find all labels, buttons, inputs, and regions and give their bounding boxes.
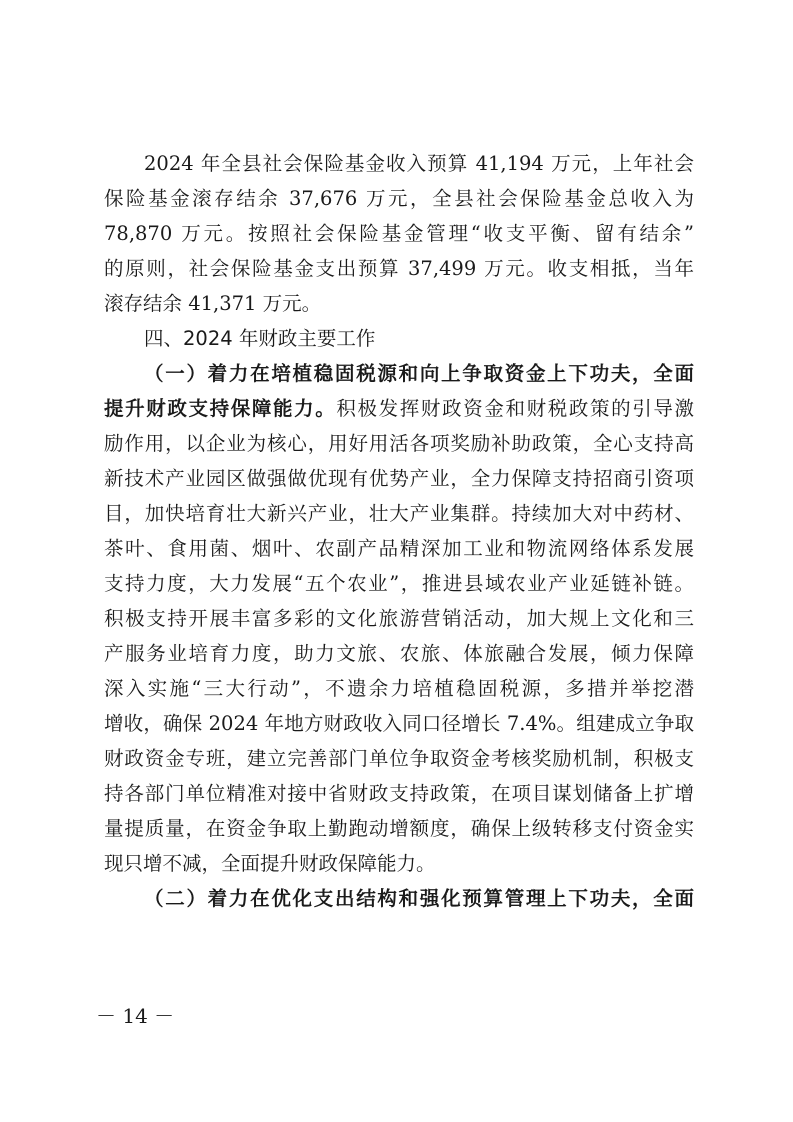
text-line: 78,870 万元。按照社会保险基金管理“收支平衡、留有结余” [104, 222, 694, 245]
text-line: 持各部门单位精准对接中省财政支持政策，在项目谋划储备上扩增 [104, 782, 694, 805]
subsection-heading-continued: 提升财政支持保障能力。 [104, 397, 337, 420]
text-line: 励作用，以企业为核心，用好用活各项奖励补助政策，全心支持高 [104, 432, 694, 455]
text-line: 新技术产业园区做强做优现有优势产业，全力保障支持招商引资项 [104, 467, 694, 490]
page-number: － 14 － [96, 1004, 175, 1028]
section-heading: 四、2024 年财政主要工作 [144, 327, 376, 350]
text-line: 产服务业培育力度，助力文旅、农旅、体旅融合发展，倾力保障 [104, 642, 694, 665]
paragraph-social-insurance [104, 146, 694, 321]
text-line: 茶叶、食用菌、烟叶、农副产品精深加工业和物流网络体系发展 [104, 537, 694, 560]
text-line: 支持力度，大力发展“五个农业”，推进县域农业产业延链补链。 [104, 572, 694, 595]
text-line: 财政资金专班，建立完善部门单位争取资金考核奖励机制，积极支 [104, 747, 694, 770]
page-body [104, 146, 694, 916]
subsection-heading: （二）着力在优化支出结构和强化预算管理上下功夫，全面 [144, 887, 694, 910]
text-line [104, 391, 694, 426]
paragraph-revenue-work [104, 356, 694, 881]
text-line-rest: 积极发挥财政资金和财税政策的引导激 [336, 397, 694, 420]
paragraph-expenditure-work [104, 881, 694, 916]
text-line: 深入实施“三大行动”，不遗余力培植稳固税源，多措并举挖潜 [104, 677, 694, 700]
text-line: 2024 年全县社会保险基金收入预算 41,194 万元，上年社会 [144, 152, 694, 175]
subsection-heading: （一）着力在培植稳固税源和向上争取资金上下功夫，全面 [144, 362, 694, 385]
text-line: 保险基金滚存结余 37,676 万元，全县社会保险基金总收入为 [104, 187, 694, 210]
text-line: 滚存结余 41,371 万元。 [104, 292, 322, 315]
text-line: 积极支持开展丰富多彩的文化旅游营销活动，加大规上文化和三 [104, 607, 694, 630]
text-line: 目，加快培育壮大新兴产业，壮大产业集群。持续加大对中药材、 [104, 502, 694, 525]
text-line: 增收，确保 2024 年地方财政收入同口径增长 7.4%。组建成立争取 [104, 712, 694, 735]
text-line: 量提质量，在资金争取上勤跑动增额度，确保上级转移支付资金实 [104, 817, 694, 840]
text-line: 现只增不减，全面提升财政保障能力。 [104, 852, 436, 875]
text-line: 的原则，社会保险基金支出预算 37,499 万元。收支相抵，当年 [104, 257, 694, 280]
